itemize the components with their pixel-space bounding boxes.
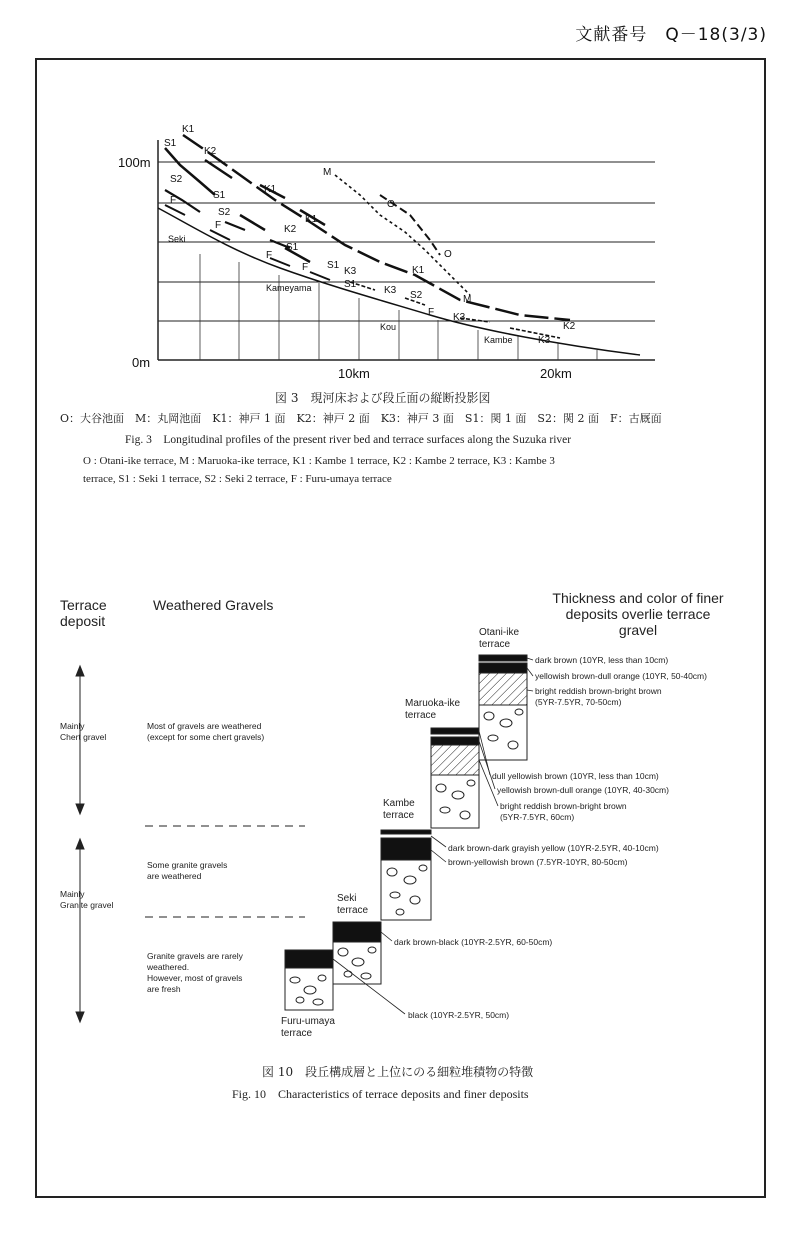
curve-label: S1 <box>213 190 226 201</box>
terrace-kambe: Kambe terrace <box>383 798 415 821</box>
column-maruoka <box>431 728 479 828</box>
curve-label: F <box>215 220 222 231</box>
fig3-caption-jp: 図 3 現河床および段丘面の縦断投影図 <box>275 391 491 405</box>
document-number: 文献番号 Q－18(3/3) <box>575 25 767 45</box>
curve-label: F <box>428 307 435 318</box>
annotation: yellowish brown-dull orange (10YR, 50-40cm) <box>535 671 707 681</box>
fig3-legend-en-1: O : Otani-ike terrace, M : Maruoka-ike terrace, K1 : Kambe 1 terrace, K2 : Kambe 2 terrace, K3 : Kambe 3 <box>83 455 555 467</box>
terrace-otani: Otani-ike terrace <box>479 627 520 650</box>
curve-label: F <box>170 195 177 206</box>
fig3-legend-jp: O：大谷池面 M：丸岡池面 K1：神戸 1 面 K2：神戸 2 面 K3：神戸 3 面 S1：関 1 面 S2：関 2 面 F：古厩面 <box>60 412 662 425</box>
curve-label: K2 <box>284 224 297 235</box>
curve-label: K3 <box>538 335 551 346</box>
fig10-caption-jp: 図 10 段丘構成層と上位にのる細粒堆積物の特徴 <box>262 1065 534 1079</box>
header-terrace-deposit: Terrace deposit <box>60 597 107 629</box>
curve-label: M <box>463 294 472 305</box>
curve-label: K1 <box>182 124 195 135</box>
curve-label: M <box>323 167 332 178</box>
curve-label: K3 <box>384 285 397 296</box>
curve-label: S1 <box>327 260 340 271</box>
x-tick-20km: 20km <box>540 366 572 381</box>
curve-label: S1 <box>344 279 357 290</box>
place-kameyama: Kameyama <box>266 283 312 293</box>
line-M <box>335 175 470 295</box>
header-weathered-gravels: Weathered Gravels <box>153 597 274 613</box>
annotation: brown-yellowish brown (7.5YR-10YR, 80-50cm) <box>448 857 628 867</box>
curve-label: F <box>302 262 309 273</box>
place-seki: Seki <box>168 234 186 244</box>
note-weathered-2: Some granite gravels are weathered <box>147 860 228 881</box>
annotation: dark brown-dark grayish yellow (10YR-2.5YR, 40-10cm) <box>448 843 659 853</box>
annotation: bright reddish brown-bright brown (5YR-7.5YR, 70-50cm) <box>535 686 662 707</box>
curve-label: K2 <box>204 146 217 157</box>
header-thickness-color: Thickness and color of finer deposits overlie terrace gravel <box>552 590 724 638</box>
note-weathered-3: Granite gravels are rarely weathered. However, most of gravels are fresh <box>147 951 243 994</box>
curve-label: S2 <box>170 174 183 185</box>
curve-label: S1 <box>286 242 299 253</box>
fig3-grid <box>158 140 655 360</box>
y-tick-100m: 100m <box>118 155 151 170</box>
fig10-arrows <box>76 666 84 1022</box>
curve-label: S1 <box>164 138 177 149</box>
column-otani <box>479 655 527 760</box>
fig10-caption-en: Fig. 10 Characteristics of terrace deposits and finer deposits <box>232 1087 529 1101</box>
fig3-legend-en-2: terrace, S1 : Seki 1 terrace, S2 : Seki 2 terrace, F : Furu-umaya terrace <box>83 473 392 485</box>
annotation: dark brown-black (10YR-2.5YR, 60-50cm) <box>394 937 553 947</box>
group-granite: Mainly Granite gravel <box>60 889 114 910</box>
curve-label: K1 <box>264 184 277 195</box>
curve-label: O <box>444 249 452 260</box>
fig3-terrace-lines <box>165 135 570 338</box>
curve-label: K2 <box>563 321 576 332</box>
curve-label: K1 <box>305 214 318 225</box>
place-kou: Kou <box>380 322 397 332</box>
terrace-maruoka: Maruoka-ike terrace <box>405 698 461 721</box>
place-kambe: Kambe <box>484 335 513 345</box>
annotation: dull yellowish brown (10YR, less than 10cm) <box>492 771 659 781</box>
curve-label: K1 <box>412 265 425 276</box>
curve-label: S2 <box>410 290 423 301</box>
curve-label: F <box>266 250 273 261</box>
note-weathered-1: Most of gravels are weathered (except for some chert gravels) <box>147 721 265 742</box>
terrace-seki: Seki terrace <box>337 893 369 916</box>
terrace-furu-umaya: Furu-umaya terrace <box>281 1016 335 1039</box>
annotation: yellowish brown-dull orange (10YR, 40-30cm) <box>497 785 669 795</box>
annotation: bright reddish brown-bright brown (5YR-7.5YR, 60cm) <box>500 801 627 822</box>
curve-label: S2 <box>218 207 231 218</box>
fig3-caption-en: Fig. 3 Longitudinal profiles of the present river bed and terrace surfaces along the Suzuka river <box>125 434 572 446</box>
annotation: black (10YR-2.5YR, 50cm) <box>408 1010 510 1020</box>
x-tick-10km: 10km <box>338 366 370 381</box>
curve-label: K3 <box>453 312 466 323</box>
annotation: dark brown (10YR, less than 10cm) <box>535 655 669 665</box>
curve-label: K3 <box>344 266 357 277</box>
curve-label: O <box>387 199 395 210</box>
y-tick-0m: 0m <box>132 355 151 370</box>
group-chert: Mainly Chert gravel <box>60 721 107 742</box>
